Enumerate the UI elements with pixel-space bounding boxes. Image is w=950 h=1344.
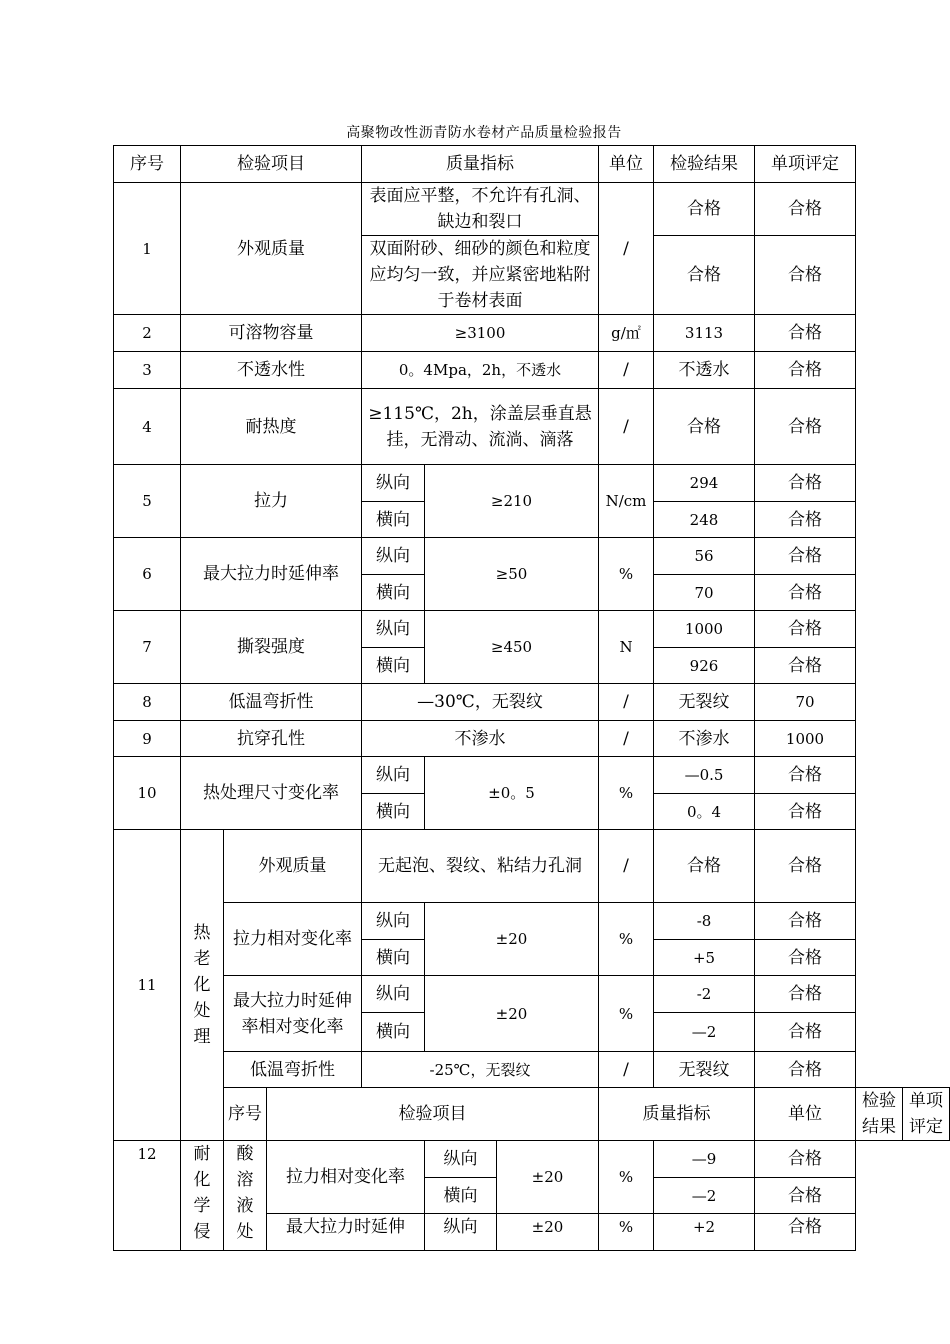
table-row <box>114 611 950 648</box>
result-cell: +5 <box>654 940 755 976</box>
result-cell: 3113 <box>654 315 755 352</box>
evaluation-cell: 合格 <box>755 538 856 575</box>
group-label-chemical: 耐 化 学 侵 <box>181 1141 224 1251</box>
header-cell: 检验结果 <box>856 1088 903 1141</box>
direction-cell: 横向 <box>362 940 425 976</box>
result-cell: 无裂纹 <box>654 684 755 721</box>
spec-cell: ±20 <box>497 1141 599 1214</box>
result-cell: 合格 <box>654 183 755 236</box>
evaluation-cell: 合格 <box>755 575 856 611</box>
direction-cell: 纵向 <box>425 1141 497 1178</box>
direction-cell: 横向 <box>425 1178 497 1214</box>
evaluation-cell: 合格 <box>755 611 856 648</box>
header-cell: 质量指标 <box>599 1088 755 1141</box>
spec-cell: ±20 <box>425 976 599 1052</box>
table-row <box>114 352 950 389</box>
direction-cell: 纵向 <box>425 1214 497 1251</box>
spec-cell: ≥3100 <box>362 315 599 352</box>
result-cell: -8 <box>654 903 755 940</box>
table-row <box>114 684 950 721</box>
unit-cell: % <box>599 757 654 830</box>
row-number: 1 <box>114 183 181 315</box>
table-row <box>114 721 950 757</box>
result-cell: 合格 <box>654 389 755 465</box>
spec-cell: 不渗水 <box>362 721 599 757</box>
unit-cell: / <box>599 721 654 757</box>
header-cell: 单项评定 <box>903 1088 950 1141</box>
evaluation-cell: 合格 <box>755 1214 856 1251</box>
item-cell: 外观质量 <box>181 183 362 315</box>
header-cell: 单项评定 <box>755 146 856 183</box>
evaluation-cell: 合格 <box>755 648 856 684</box>
result-cell: —2 <box>654 1013 755 1052</box>
direction-cell: 横向 <box>362 575 425 611</box>
result-cell: -2 <box>654 976 755 1013</box>
report-title: 高聚物改性沥青防水卷材产品质量检验报告 <box>346 125 622 141</box>
direction-cell: 纵向 <box>362 465 425 502</box>
spec-cell: 无起泡、裂纹、粘结力孔洞 <box>362 830 599 903</box>
unit-cell: / <box>599 352 654 389</box>
result-cell: 1000 <box>654 611 755 648</box>
result-cell: 294 <box>654 465 755 502</box>
direction-cell: 纵向 <box>362 538 425 575</box>
result-cell: —0.5 <box>654 757 755 794</box>
result-cell: 不透水 <box>654 352 755 389</box>
direction-cell: 横向 <box>362 1013 425 1052</box>
unit-cell: / <box>599 830 654 903</box>
direction-cell: 横向 <box>362 648 425 684</box>
unit-cell: % <box>599 903 654 976</box>
item-cell: 拉力 <box>181 465 362 538</box>
table-row <box>114 465 950 502</box>
unit-cell: % <box>599 1141 654 1214</box>
item-cell: 可溶物容量 <box>181 315 362 352</box>
item-cell: 最大拉力时延伸率 <box>181 538 362 611</box>
header-cell: 单位 <box>599 146 654 183</box>
table-row <box>114 183 950 236</box>
evaluation-cell: 合格 <box>755 315 856 352</box>
table-row <box>114 315 950 352</box>
row-number: 6 <box>114 538 181 611</box>
evaluation-cell: 合格 <box>755 183 856 236</box>
evaluation-cell: 合格 <box>755 1141 856 1178</box>
row-number: 9 <box>114 721 181 757</box>
row-number: 2 <box>114 315 181 352</box>
result-cell: 0。4 <box>654 794 755 830</box>
spec-cell: 0。4Mpa，2h，不透水 <box>362 352 599 389</box>
header-cell: 检验项目 <box>267 1088 599 1141</box>
unit-cell: N <box>599 611 654 684</box>
evaluation-cell: 合格 <box>755 976 856 1013</box>
result-cell: 248 <box>654 502 755 538</box>
spec-cell: ±0。5 <box>425 757 599 830</box>
spec-cell: ≥450 <box>425 611 599 684</box>
result-cell: +2 <box>654 1214 755 1251</box>
evaluation-cell: 合格 <box>755 830 856 903</box>
header-cell: 质量指标 <box>362 146 599 183</box>
result-cell: 56 <box>654 538 755 575</box>
group-label-acid: 酸 溶 液 处 <box>224 1141 267 1251</box>
evaluation-cell: 合格 <box>755 502 856 538</box>
spec-cell: ±20 <box>497 1214 599 1251</box>
table-row <box>114 1141 950 1178</box>
item-cell: 拉力相对变化率 <box>267 1141 425 1214</box>
direction-cell: 纵向 <box>362 976 425 1013</box>
row-number: 8 <box>114 684 181 721</box>
evaluation-cell: 合格 <box>755 794 856 830</box>
item-cell: 最大拉力时延伸 <box>267 1214 425 1251</box>
direction-cell: 横向 <box>362 794 425 830</box>
result-cell: 926 <box>654 648 755 684</box>
item-cell: 最大拉力时延伸率相对变化率 <box>224 976 362 1052</box>
spec-cell: ±20 <box>425 903 599 976</box>
evaluation-cell: 1000 <box>755 721 856 757</box>
direction-cell: 纵向 <box>362 611 425 648</box>
spec-cell: —30℃，无裂纹 <box>362 684 599 721</box>
table-row <box>114 976 950 1013</box>
table-row <box>114 830 950 903</box>
spec-cell: ≥50 <box>425 538 599 611</box>
header-cell: 检验结果 <box>654 146 755 183</box>
group-label-heat-aging: 热 老 化 处 理 <box>181 830 224 1141</box>
spec-cell: -25℃，无裂纹 <box>362 1052 599 1088</box>
header-cell: 序号 <box>224 1088 267 1141</box>
unit-cell: / <box>599 1052 654 1088</box>
unit-cell: g/㎡ <box>599 315 654 352</box>
evaluation-cell: 合格 <box>755 236 856 315</box>
unit-cell: N/cm <box>599 465 654 538</box>
spec-cell: ≥210 <box>425 465 599 538</box>
direction-cell: 横向 <box>362 502 425 538</box>
table-header-row <box>114 1088 950 1141</box>
row-number: 3 <box>114 352 181 389</box>
table-row <box>114 389 950 465</box>
evaluation-cell: 合格 <box>755 465 856 502</box>
table-row <box>114 1052 950 1088</box>
header-cell: 单位 <box>755 1088 856 1141</box>
table-row <box>114 903 950 940</box>
row-number: 12 <box>114 1141 181 1251</box>
evaluation-cell: 合格 <box>755 940 856 976</box>
item-cell: 热处理尺寸变化率 <box>181 757 362 830</box>
spec-cell: 表面应平整，不允许有孔洞、缺边和裂口 <box>362 183 599 236</box>
inspection-table <box>113 145 950 1251</box>
evaluation-cell: 70 <box>755 684 856 721</box>
item-cell: 低温弯折性 <box>224 1052 362 1088</box>
row-number: 11 <box>114 830 181 1141</box>
unit-cell: % <box>599 976 654 1052</box>
evaluation-cell: 合格 <box>755 903 856 940</box>
table-header-row <box>114 146 950 183</box>
evaluation-cell: 合格 <box>755 1052 856 1088</box>
spec-cell: ≥115℃，2h，涂盖层垂直悬挂，无滑动、流淌、滴落 <box>362 389 599 465</box>
spec-cell: 双面附砂、细砂的颜色和粒度应均匀一致，并应紧密地粘附于卷材表面 <box>362 236 599 315</box>
table-row <box>114 538 950 575</box>
row-number: 10 <box>114 757 181 830</box>
result-cell: 合格 <box>654 236 755 315</box>
direction-cell: 纵向 <box>362 757 425 794</box>
item-cell: 耐热度 <box>181 389 362 465</box>
item-cell: 低温弯折性 <box>181 684 362 721</box>
item-cell: 抗穿孔性 <box>181 721 362 757</box>
table-row <box>114 757 950 794</box>
row-number: 7 <box>114 611 181 684</box>
result-cell: 无裂纹 <box>654 1052 755 1088</box>
evaluation-cell: 合格 <box>755 1013 856 1052</box>
item-cell: 不透水性 <box>181 352 362 389</box>
unit-cell: % <box>599 538 654 611</box>
result-cell: —9 <box>654 1141 755 1178</box>
row-number: 4 <box>114 389 181 465</box>
result-cell: 合格 <box>654 830 755 903</box>
result-cell: 不渗水 <box>654 721 755 757</box>
evaluation-cell: 合格 <box>755 389 856 465</box>
unit-cell: / <box>599 389 654 465</box>
result-cell: 70 <box>654 575 755 611</box>
evaluation-cell: 合格 <box>755 757 856 794</box>
result-cell: —2 <box>654 1178 755 1214</box>
direction-cell: 纵向 <box>362 903 425 940</box>
unit-cell: / <box>599 684 654 721</box>
header-cell: 检验项目 <box>181 146 362 183</box>
unit-cell: / <box>599 183 654 315</box>
item-cell: 拉力相对变化率 <box>224 903 362 976</box>
header-cell: 序号 <box>114 146 181 183</box>
evaluation-cell: 合格 <box>755 1178 856 1214</box>
item-cell: 撕裂强度 <box>181 611 362 684</box>
unit-cell: % <box>599 1214 654 1251</box>
evaluation-cell: 合格 <box>755 352 856 389</box>
row-number: 5 <box>114 465 181 538</box>
item-cell: 外观质量 <box>224 830 362 903</box>
